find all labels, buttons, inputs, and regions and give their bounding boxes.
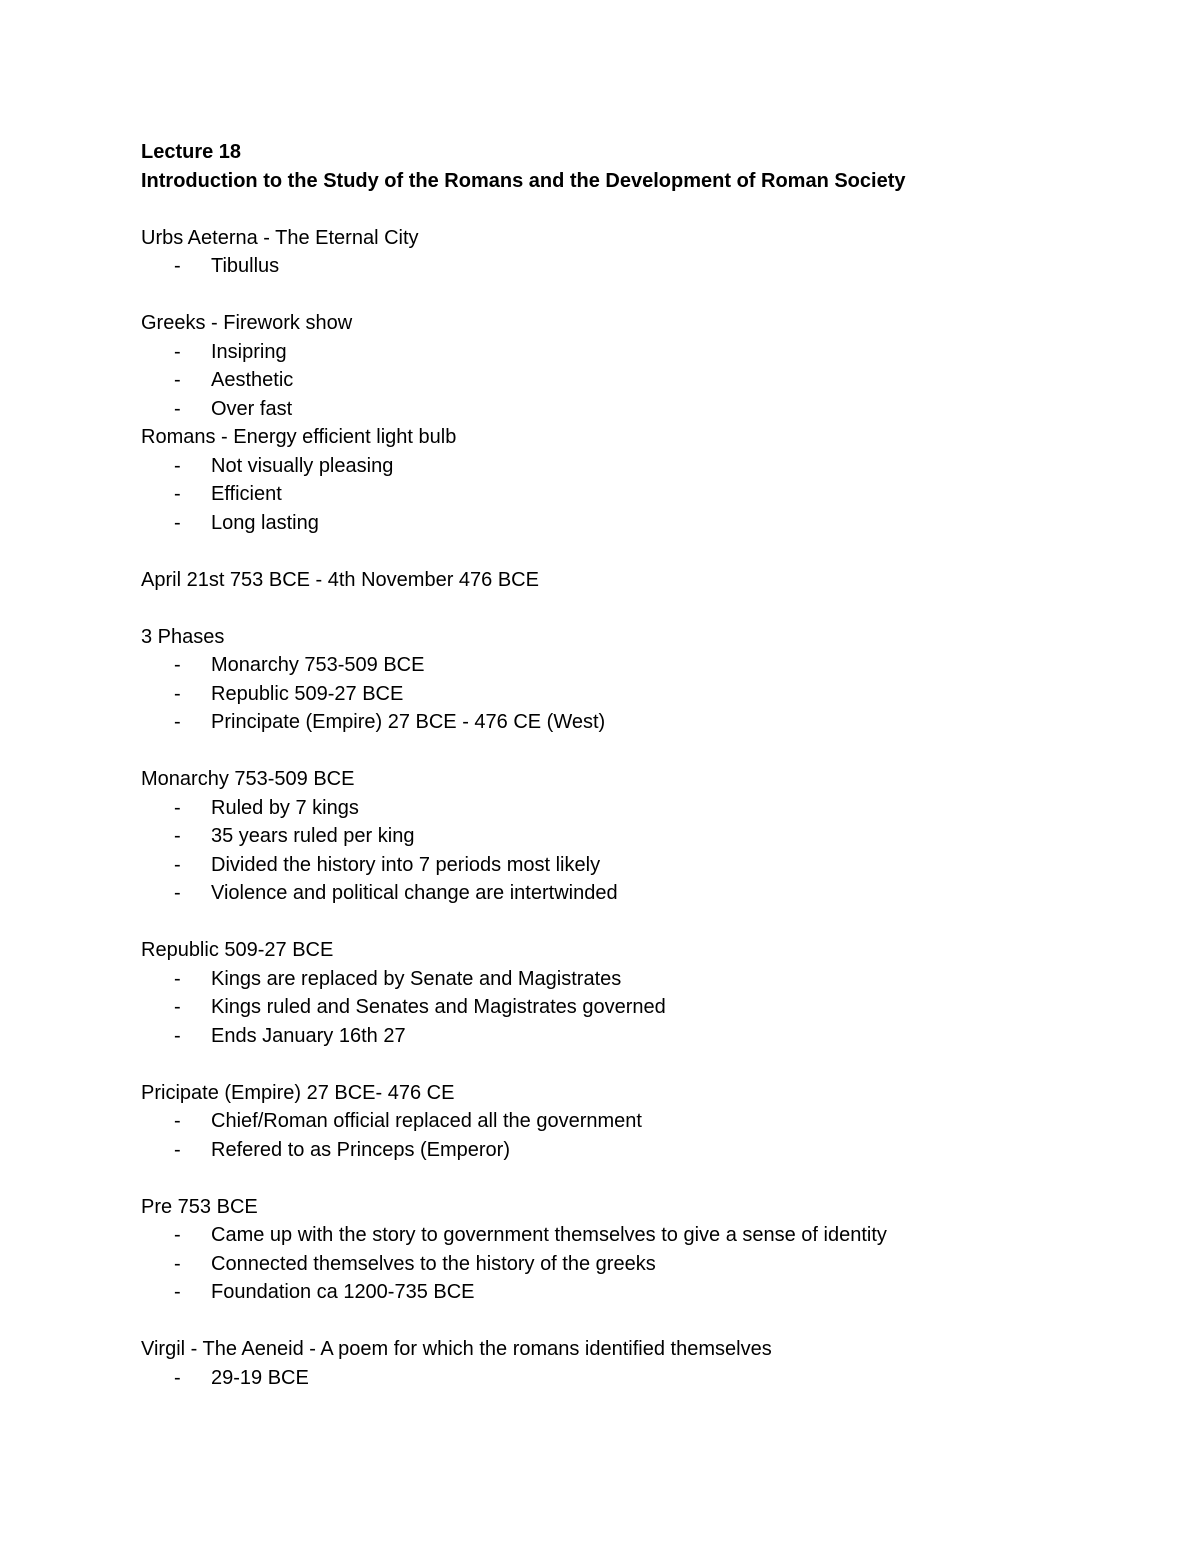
bullet-text: Connected themselves to the history of the greeks [211,1252,656,1275]
bullet-text: Aesthetic [211,369,294,391]
dash-bullet-icon: - [174,853,181,876]
dash-bullet-icon: - [174,796,181,819]
bullet-item [141,1022,1141,1051]
bullet-text: Principate (Empire) 27 BCE - 476 CE (West) [211,711,606,733]
document-page [141,138,1141,1392]
section-heading: Pricipate (Empire) 27 BCE- 476 CE [141,1081,455,1104]
dash-bullet-icon: - [174,340,181,363]
dash-bullet-icon: - [174,397,181,420]
bullet-item [141,708,1141,737]
bullet-item [141,993,1141,1022]
bullet-text: Chief/Roman official replaced all the government [211,1110,642,1132]
dash-bullet-icon: - [174,654,181,676]
bullet-text: Over fast [211,397,293,420]
dash-bullet-icon: - [174,1281,181,1303]
dash-bullet-icon: - [174,1138,181,1161]
section-heading: Greeks - Firework show [141,312,353,334]
bullet-item [141,338,1141,367]
bullet-text: Ends January 16th 27 [211,1024,406,1047]
spacer [141,281,1141,310]
dash-bullet-icon: - [174,1252,181,1275]
spacer [141,908,1141,937]
section-heading: Romans - Energy efficient light bulb [141,426,457,448]
bullet-text: Violence and political change are intertwinded [211,882,618,904]
dash-bullet-icon: - [174,1224,181,1246]
spacer [141,195,1141,224]
spacer [141,1307,1141,1336]
lecture-subtitle: Introduction to the Study of the Romans and the Development of Roman Society [141,169,906,192]
lecture-title: Lecture 18 [141,141,242,163]
dash-bullet-icon: - [174,967,181,990]
bullet-item [141,252,1141,281]
section-heading: Urbs Aeterna - The Eternal City [141,226,419,249]
bullet-text: Monarchy 753-509 BCE [211,654,425,676]
bullet-item [141,965,1141,994]
bullet-text: Tibullus [211,255,280,277]
bullet-item [141,1136,1141,1165]
bullet-item [141,1278,1141,1307]
section-heading: Republic 509-27 BCE [141,939,334,961]
section-heading: April 21st 753 BCE - 4th November 476 BCE [141,568,539,591]
bullet-text: Came up with the story to government themselves to give a sense of identity [211,1224,887,1246]
dash-bullet-icon: - [174,682,181,705]
bullet-text: Kings ruled and Senates and Magistrates governed [211,996,666,1018]
dash-bullet-icon: - [174,483,181,505]
dash-bullet-icon: - [174,1110,181,1132]
notes-body [141,224,1141,1393]
bullet-item [141,480,1141,509]
dash-bullet-icon: - [174,1366,181,1389]
bullet-item [141,1364,1141,1393]
section-heading: Pre 753 BCE [141,1195,258,1218]
bullet-text: Kings are replaced by Senate and Magistrates [211,967,622,990]
section-heading: Virgil - The Aeneid - A poem for which the romans identified themselves [141,1338,772,1360]
spacer [141,1164,1141,1193]
bullet-text: Not visually pleasing [211,454,394,477]
dash-bullet-icon: - [174,996,181,1018]
bullet-text: Foundation ca 1200-735 BCE [211,1281,475,1303]
bullet-item [141,509,1141,538]
bullet-item [141,452,1141,481]
bullet-text: Divided the history into 7 periods most likely [211,853,601,876]
bullet-item [141,1107,1141,1136]
section-heading: Monarchy 753-509 BCE [141,768,355,790]
bullet-item [141,1250,1141,1279]
bullet-text: Efficient [211,483,282,505]
spacer [141,594,1141,623]
dash-bullet-icon: - [174,255,181,277]
dash-bullet-icon: - [174,1024,181,1047]
dash-bullet-icon: - [174,454,181,477]
bullet-item [141,794,1141,823]
bullet-text: Long lasting [211,511,319,534]
bullet-text: 35 years ruled per king [211,825,415,847]
dash-bullet-icon: - [174,711,181,733]
bullet-item [141,395,1141,424]
bullet-text: Insipring [211,340,287,363]
bullet-text: Republic 509-27 BCE [211,682,404,705]
dash-bullet-icon: - [174,825,181,847]
bullet-item [141,680,1141,709]
dash-bullet-icon: - [174,511,181,534]
section-heading: 3 Phases [141,625,225,648]
bullet-item [141,822,1141,851]
bullet-item [141,851,1141,880]
spacer [141,1050,1141,1079]
bullet-item [141,1221,1141,1250]
bullet-text: Refered to as Princeps (Emperor) [211,1138,511,1161]
spacer [141,737,1141,766]
bullet-item [141,366,1141,395]
bullet-text: 29-19 BCE [211,1366,309,1389]
bullet-item [141,651,1141,680]
bullet-text: Ruled by 7 kings [211,796,359,819]
dash-bullet-icon: - [174,882,181,904]
spacer [141,537,1141,566]
dash-bullet-icon: - [174,369,181,391]
bullet-item [141,879,1141,908]
